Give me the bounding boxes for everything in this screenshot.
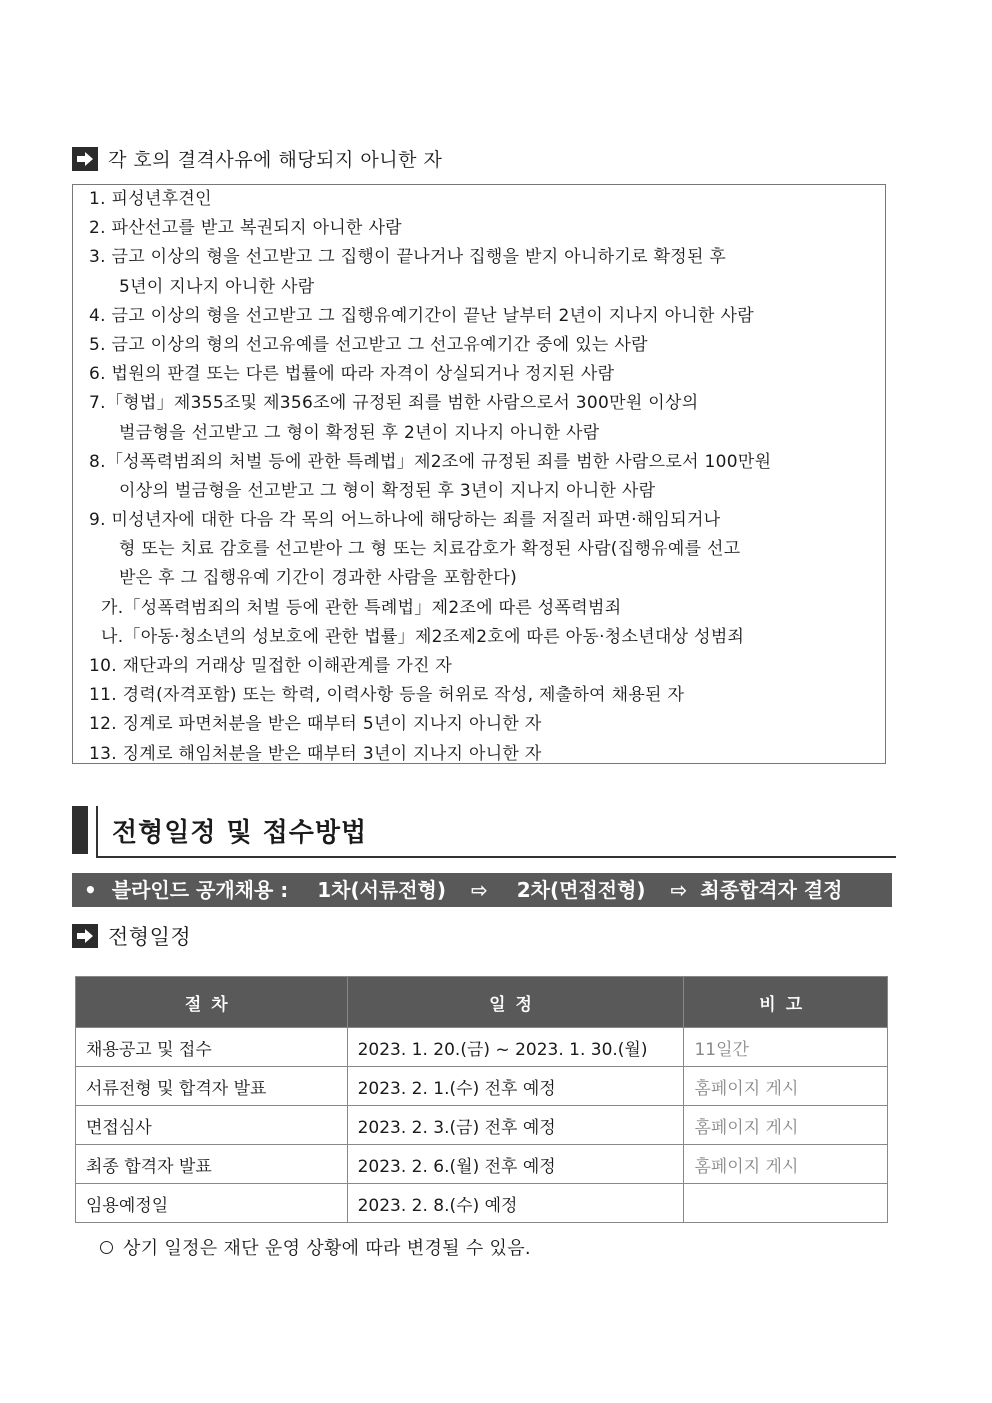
- schedule-footnote: [100, 1234, 531, 1260]
- column-header-note: 비고: [684, 977, 888, 1028]
- cell-date: 2023. 2. 8.(수) 예정: [347, 1184, 684, 1223]
- list-subitem: 가.「성폭력범죄의 처벌 등에 관한 특례법」제2조에 따른 성폭력범죄: [101, 597, 622, 618]
- section-title-divider: [96, 806, 98, 858]
- list-item: 7.「형법」제355조및 제356조에 규정된 죄를 범한 사람으로서 300만원 이상의: [89, 393, 699, 414]
- circle-bullet-icon: [100, 1241, 113, 1254]
- disqualification-heading: [72, 145, 442, 172]
- list-item-continuation: 벌금형을 선고받고 그 형이 확정된 후 2년이 지나지 아니한 사람: [119, 422, 600, 443]
- table-row: [76, 1184, 888, 1223]
- list-item: 4. 금고 이상의 형을 선고받고 그 집행유예기간이 끝난 날부터 2년이 지나지 아니한 사람: [89, 305, 754, 326]
- list-item: 8.「성폭력범죄의 처벌 등에 관한 특례법」제2조에 규정된 죄를 범한 사람으로서 100만원: [89, 451, 772, 472]
- cell-note: [684, 1184, 888, 1223]
- table-row: [76, 1145, 888, 1184]
- cell-date: 2023. 1. 20.(금) ~ 2023. 1. 30.(월): [347, 1028, 684, 1067]
- list-item: 10. 재단과의 거래상 밀접한 이해관계를 가진 자: [89, 656, 453, 676]
- list-item: 5. 금고 이상의 형의 선고유예를 선고받고 그 선고유예기간 중에 있는 사람: [89, 334, 648, 355]
- schedule-heading: [72, 921, 191, 951]
- arrow-right-icon: [72, 147, 98, 171]
- column-header-step: 절차: [76, 977, 348, 1028]
- arrow-right-icon: ⇨: [471, 878, 488, 902]
- section-title-text: 전형일정 및 접수방법: [112, 818, 368, 848]
- disqualification-list: [72, 184, 886, 764]
- list-item-continuation: 받은 후 그 집행유예 기간이 경과한 사람을 포함한다): [119, 568, 518, 589]
- cell-note: 홈페이지 게시: [684, 1067, 888, 1106]
- cell-date: 2023. 2. 1.(수) 전후 예정: [347, 1067, 684, 1106]
- table-row: [76, 1106, 888, 1145]
- cell-note: 11일간: [684, 1028, 888, 1067]
- cell-step: 임용예정일: [76, 1184, 348, 1223]
- list-item: 11. 경력(자격포함) 또는 학력, 이력사항 등을 허위로 작성, 제출하여 채용된 자: [89, 685, 685, 706]
- list-item: 2. 파산선고를 받고 복권되지 아니한 사람: [89, 218, 402, 239]
- list-item: 9. 미성년자에 대한 다음 각 목의 어느하나에 해당하는 죄를 저질러 파면·해임되거나: [89, 510, 721, 531]
- cell-step: 채용공고 및 접수: [76, 1028, 348, 1067]
- section-title-underline: [96, 856, 896, 858]
- process-label: 블라인드 공개채용 :: [111, 878, 289, 902]
- cell-step: 최종 합격자 발표: [76, 1145, 348, 1184]
- list-item: 1. 피성년후견인: [89, 189, 212, 209]
- process-step-3: 최종합격자 결정: [700, 878, 843, 902]
- process-banner: [72, 873, 892, 907]
- section-title-bar: [72, 806, 88, 854]
- bullet: •: [84, 878, 97, 902]
- arrow-right-icon: ⇨: [670, 878, 688, 902]
- section-title: [72, 806, 896, 858]
- footnote-text: 상기 일정은 재단 운영 상황에 따라 변경될 수 있음.: [123, 1238, 531, 1259]
- table-header-row: [76, 977, 888, 1028]
- column-header-date: 일정: [347, 977, 684, 1028]
- list-item: 12. 징계로 파면처분을 받은 때부터 5년이 지나지 아니한 자: [89, 714, 542, 735]
- cell-date: 2023. 2. 6.(월) 전후 예정: [347, 1145, 684, 1184]
- list-subitem: 나.「아동·청소년의 성보호에 관한 법률」제2조제2호에 따른 아동·청소년대상 성범죄: [101, 626, 745, 647]
- cell-note: 홈페이지 게시: [684, 1106, 888, 1145]
- cell-step: 면접심사: [76, 1106, 348, 1145]
- process-step-2: 2차(면접전형): [516, 878, 646, 902]
- list-item-continuation: 5년이 지나지 아니한 사람: [119, 276, 315, 297]
- list-item: 13. 징계로 해임처분을 받은 때부터 3년이 지나지 아니한 자: [89, 743, 542, 764]
- cell-date: 2023. 2. 3.(금) 전후 예정: [347, 1106, 684, 1145]
- list-item: 6. 법원의 판결 또는 다른 법률에 따라 자격이 상실되거나 정지된 사람: [89, 364, 615, 385]
- process-step-1: 1차(서류전형): [317, 878, 447, 902]
- disqualification-heading-text: 각 호의 결격사유에 해당되지 아니한 자: [108, 149, 443, 171]
- table-row: [76, 1028, 888, 1067]
- cell-step: 서류전형 및 합격자 발표: [76, 1067, 348, 1106]
- schedule-heading-text: 전형일정: [108, 925, 192, 949]
- cell-note: 홈페이지 게시: [684, 1145, 888, 1184]
- list-item-continuation: 형 또는 치료 감호를 선고받아 그 형 또는 치료감호가 확정된 사람(집행유예를 선고: [119, 539, 741, 560]
- list-item: 3. 금고 이상의 형을 선고받고 그 집행이 끝나거나 집행을 받지 아니하기로 확정된 후: [89, 247, 727, 268]
- schedule-table: [75, 976, 888, 1223]
- table-row: [76, 1067, 888, 1106]
- arrow-right-icon: [72, 924, 98, 948]
- list-item-continuation: 이상의 벌금형을 선고받고 그 형이 확정된 후 3년이 지나지 아니한 사람: [119, 480, 656, 501]
